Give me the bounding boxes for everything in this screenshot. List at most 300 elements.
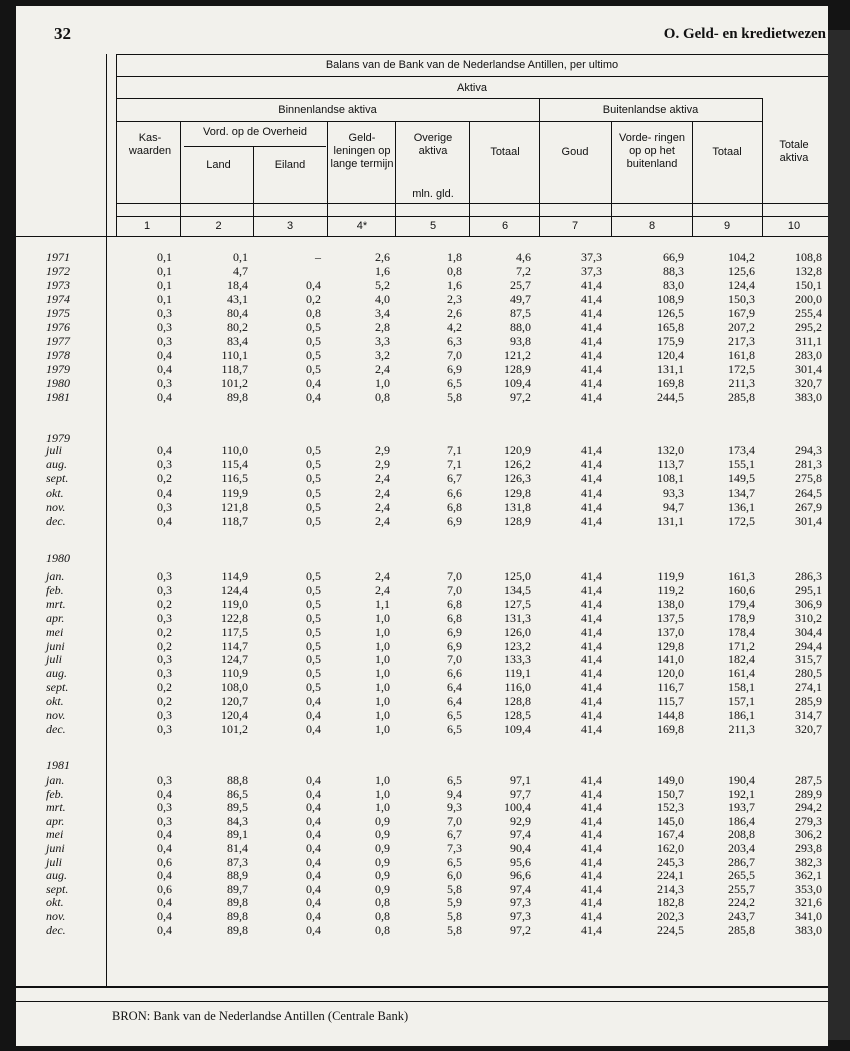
table-cell: 150,7 (657, 786, 684, 801)
row-label: feb. (46, 582, 64, 597)
table-row (16, 514, 828, 528)
table-cell: 1,0 (375, 666, 390, 681)
table-cell: 41,4 (581, 569, 602, 583)
table-cell: 0,4 (157, 514, 172, 528)
table-cell: 0,4 (157, 922, 172, 937)
table-cell: 0,5 (306, 638, 321, 653)
table-cell: 41,4 (581, 610, 602, 625)
table-cell: 133,3 (504, 652, 531, 667)
table-cell: 287,5 (795, 773, 822, 787)
table-cell: 7,0 (447, 813, 462, 828)
table-cell: 155,1 (728, 457, 755, 472)
table-cell: 274,1 (795, 680, 822, 695)
table-cell: 108,8 (795, 250, 822, 264)
table-row (16, 773, 828, 787)
table-cell: 0,3 (157, 306, 172, 320)
table-cell: 0,2 (157, 624, 172, 639)
table-cell: 320,7 (795, 721, 822, 736)
table-cell: 0,3 (157, 334, 172, 348)
table-cell: 137,0 (657, 624, 684, 639)
table-cell: 0,2 (157, 680, 172, 695)
table-cell: 41,4 (581, 624, 602, 639)
table-cell: 119,0 (221, 596, 248, 611)
row-label: 1977 (46, 334, 70, 348)
table-cell: 0,3 (157, 800, 172, 815)
rule (692, 121, 693, 236)
table-cell: 126,0 (504, 624, 531, 639)
table-cell: 136,1 (728, 499, 755, 514)
rule (16, 236, 828, 237)
table-cell: 1,1 (375, 596, 390, 611)
table-cell: 0,8 (306, 306, 321, 320)
table-row (16, 680, 828, 694)
table-cell: 178,4 (728, 624, 755, 639)
table-cell: 134,7 (728, 485, 755, 500)
col-header-totale-aktiva: Totale aktiva (779, 139, 809, 164)
table-cell: 128,9 (504, 514, 531, 528)
table-cell: 0,1 (233, 250, 248, 264)
table-cell: 6,8 (447, 610, 462, 625)
table-cell: 0,4 (157, 348, 172, 362)
row-label: 1973 (46, 278, 70, 292)
row-label: 1978 (46, 348, 70, 362)
table-cell: 0,4 (157, 827, 172, 842)
table-cell: 41,4 (581, 320, 602, 334)
table-cell: 2,4 (375, 514, 390, 528)
table-cell: 97,3 (510, 895, 531, 910)
col-number: 3 (286, 220, 294, 232)
table-cell: 104,2 (728, 250, 755, 264)
table-cell: 306,9 (795, 596, 822, 611)
table-cell: 87,5 (510, 306, 531, 320)
col-header-overige: Overige aktiva (413, 132, 453, 157)
table-cell: 97,2 (510, 390, 531, 404)
table-row (16, 841, 828, 855)
table-cell: 0,3 (157, 499, 172, 514)
row-label: nov. (46, 909, 66, 923)
col-header-goud: Goud (561, 146, 589, 158)
table-cell: 4,6 (516, 250, 531, 264)
table-row (16, 625, 828, 639)
table-cell: 0,9 (375, 813, 390, 828)
table-cell: 224,1 (657, 868, 684, 883)
row-label: juli (46, 652, 63, 667)
table-cell: 265,5 (728, 868, 755, 883)
table-cell: 41,4 (581, 485, 602, 500)
table-cell: 211,3 (728, 376, 755, 390)
table-cell: 192,1 (728, 786, 755, 801)
table-cell: 0,3 (157, 569, 172, 583)
table-cell: 41,4 (581, 909, 602, 923)
table-cell: 0,4 (306, 721, 321, 736)
col-number: 10 (787, 220, 801, 232)
table-cell: 0,8 (375, 390, 390, 404)
table-cell: 118,7 (221, 514, 248, 528)
table-cell: 301,4 (795, 362, 822, 376)
table-cell: 41,4 (581, 443, 602, 457)
rule (116, 203, 828, 204)
rule (116, 121, 762, 122)
table-cell: 3,3 (375, 334, 390, 348)
table-cell: 0,4 (306, 881, 321, 896)
table-cell: 0,5 (306, 514, 321, 528)
table-cell: 125,6 (728, 264, 755, 278)
table-cell: 193,7 (728, 800, 755, 815)
row-label: nov. (46, 708, 66, 722)
table-row (16, 292, 828, 306)
table-cell: 0,4 (157, 390, 172, 404)
table-cell: 7,1 (447, 443, 462, 457)
table-cell: 7,2 (516, 264, 531, 278)
table-cell: 285,9 (795, 694, 822, 709)
table-cell: 0,4 (306, 800, 321, 815)
table-cell: 6,7 (447, 471, 462, 486)
table-cell: 97,2 (510, 922, 531, 937)
source-note: BRON: Bank van de Nederlandse Antillen (Centrale Bank) (112, 1009, 409, 1023)
table-cell: 6,8 (447, 499, 462, 514)
table-cell: 172,5 (728, 362, 755, 376)
table-cell: 93,3 (663, 485, 684, 500)
table-cell: 116,5 (221, 471, 248, 486)
table-cell: 173,4 (728, 443, 755, 457)
table-row (16, 800, 828, 814)
table-cell: 160,6 (728, 582, 755, 597)
row-label: sept. (46, 881, 69, 896)
table-cell: 0,2 (157, 596, 172, 611)
table-cell: 6,5 (447, 721, 462, 736)
table-row (16, 827, 828, 841)
row-label: 1979 (46, 431, 70, 445)
table-row (16, 882, 828, 896)
rule (116, 98, 762, 99)
table-cell: 116,7 (657, 680, 684, 695)
table-row (16, 443, 828, 457)
table-cell: 5,9 (447, 895, 462, 910)
table-cell: 41,4 (581, 499, 602, 514)
table-cell: 41,4 (581, 868, 602, 883)
rule (395, 121, 396, 236)
col-number: 8 (648, 220, 656, 232)
table-cell: 0,4 (306, 390, 321, 404)
vord-overheid-header: Vord. op de Overheid (203, 126, 307, 138)
row-label: jan. (46, 569, 65, 583)
table-row (16, 652, 828, 666)
row-label: okt. (46, 485, 64, 500)
table-cell: 1,0 (375, 680, 390, 695)
table-cell: 0,5 (306, 334, 321, 348)
table-cell: 2,4 (375, 499, 390, 514)
table-cell: 186,4 (728, 813, 755, 828)
table-row (16, 895, 828, 909)
table-cell: 41,4 (581, 854, 602, 869)
table-cell: 128,5 (504, 708, 531, 722)
table-cell: 169,8 (657, 376, 684, 390)
table-cell: 2,4 (375, 582, 390, 597)
table-cell: 131,3 (504, 610, 531, 625)
row-label: 1980 (46, 551, 70, 565)
table-cell: 2,9 (375, 457, 390, 472)
table-cell: 0,5 (306, 443, 321, 457)
table-cell: 110,1 (221, 348, 248, 362)
table-cell: 97,4 (510, 881, 531, 896)
table-cell: 0,3 (157, 457, 172, 472)
table-row (16, 814, 828, 828)
table-cell: 0,4 (306, 922, 321, 937)
table-cell: 208,8 (728, 827, 755, 842)
table-cell: 138,0 (657, 596, 684, 611)
table-cell: 2,8 (375, 320, 390, 334)
table-cell: 124,4 (221, 582, 248, 597)
table-cell: 120,4 (221, 708, 248, 722)
table-cell: 167,4 (657, 827, 684, 842)
row-label: juni (46, 841, 65, 855)
table-cell: 2,4 (375, 362, 390, 376)
table-cell: 41,4 (581, 514, 602, 528)
table-cell: 207,2 (728, 320, 755, 334)
table-cell: 109,4 (504, 376, 531, 390)
table-cell: 341,0 (795, 909, 822, 923)
table-cell: 275,8 (795, 471, 822, 486)
table-cell: 6,5 (447, 773, 462, 787)
table-cell: 5,2 (375, 278, 390, 292)
table-cell: 127,5 (504, 596, 531, 611)
table-row (16, 306, 828, 320)
table-cell: 89,7 (227, 881, 248, 896)
rule (327, 121, 328, 236)
table-cell: 161,8 (728, 348, 755, 362)
table-cell: 0,5 (306, 569, 321, 583)
table-cell: 0,9 (375, 868, 390, 883)
table-cell: 126,5 (657, 306, 684, 320)
table-cell: 0,3 (157, 610, 172, 625)
rule (539, 98, 540, 236)
rule (116, 54, 828, 55)
table-cell: 97,1 (510, 773, 531, 787)
table-cell: 0,5 (306, 471, 321, 486)
page-edge (828, 30, 850, 1040)
table-cell: 0,8 (375, 909, 390, 923)
table-cell: 83,0 (663, 278, 684, 292)
table-cell: 109,4 (504, 721, 531, 736)
table-cell: 0,1 (157, 292, 172, 306)
table-cell: 41,4 (581, 390, 602, 404)
col-number: 6 (501, 220, 509, 232)
table-cell: 0,5 (306, 320, 321, 334)
row-label: juli (46, 443, 63, 457)
table-cell: 224,2 (728, 895, 755, 910)
table-cell: 150,1 (795, 278, 822, 292)
table-cell: 101,2 (221, 376, 248, 390)
table-cell: 0,3 (157, 708, 172, 722)
table-cell: 1,6 (447, 278, 462, 292)
table-cell: 6,5 (447, 376, 462, 390)
table-cell: 92,9 (510, 813, 531, 828)
table-cell: 84,3 (227, 813, 248, 828)
rule (253, 146, 254, 236)
rule (469, 121, 470, 236)
table-row (16, 787, 828, 801)
table-row (16, 500, 828, 514)
table-cell: 119,9 (657, 569, 684, 583)
row-label: mrt. (46, 800, 66, 815)
table-cell: 80,4 (227, 306, 248, 320)
table-cell: 255,4 (795, 306, 822, 320)
table-cell: 88,9 (227, 868, 248, 883)
table-row (16, 278, 828, 292)
table-cell: 41,4 (581, 786, 602, 801)
table-row (16, 868, 828, 882)
table-cell: 125,0 (504, 569, 531, 583)
table-cell: 83,4 (227, 334, 248, 348)
table-cell: 41,4 (581, 708, 602, 722)
table-cell: 90,4 (510, 841, 531, 855)
table-cell: 41,4 (581, 680, 602, 695)
table-cell: 113,7 (657, 457, 684, 472)
table-cell: 95,6 (510, 854, 531, 869)
table-cell: 132,0 (657, 443, 684, 457)
table-cell: 108,9 (657, 292, 684, 306)
table-cell: 178,9 (728, 610, 755, 625)
table-cell: 7,0 (447, 348, 462, 362)
table-cell: 116,0 (504, 680, 531, 695)
table-cell: 87,3 (227, 854, 248, 869)
rule (116, 54, 117, 236)
table-cell: 124,4 (728, 278, 755, 292)
table-title: Balans van de Bank van de Nederlandse Antillen, per ultimo (325, 59, 619, 71)
table-cell: 1,0 (375, 721, 390, 736)
table-cell: 41,4 (581, 841, 602, 855)
table-cell: 4,0 (375, 292, 390, 306)
table-cell: 120,7 (221, 694, 248, 709)
table-cell: 5,8 (447, 881, 462, 896)
table-cell: 0,5 (306, 362, 321, 376)
row-label: mei (46, 827, 64, 842)
table-cell: 0,1 (157, 250, 172, 264)
table-cell: 175,9 (657, 334, 684, 348)
rule (184, 146, 326, 147)
row-label: 1972 (46, 264, 70, 278)
table-cell: 108,0 (221, 680, 248, 695)
table-cell: 120,0 (657, 666, 684, 681)
col-header-vorderingen: Vorde- ringen op op het buitenland (618, 132, 686, 170)
table-cell: 131,8 (504, 499, 531, 514)
row-label: 1981 (46, 390, 70, 404)
row-label: mrt. (46, 596, 66, 611)
table-cell: 202,3 (657, 909, 684, 923)
table-cell: 286,7 (728, 854, 755, 869)
table-cell: 321,6 (795, 895, 822, 910)
row-label: aug. (46, 666, 67, 681)
table-cell: 94,7 (663, 499, 684, 514)
table-cell: 0,4 (306, 909, 321, 923)
table-cell: 293,8 (795, 841, 822, 855)
table-cell: 41,4 (581, 666, 602, 681)
table-cell: 41,4 (581, 348, 602, 362)
table-cell: 315,7 (795, 652, 822, 667)
table-cell: 0,5 (306, 582, 321, 597)
table-cell: 6,7 (447, 827, 462, 842)
table-cell: 2,6 (447, 306, 462, 320)
table-cell: 362,1 (795, 868, 822, 883)
table-cell: 304,4 (795, 624, 822, 639)
table-cell: 9,4 (447, 786, 462, 801)
table-cell: 132,8 (795, 264, 822, 278)
row-label: aug. (46, 457, 67, 472)
table-cell: 7,3 (447, 841, 462, 855)
table-cell: 89,8 (227, 909, 248, 923)
table-cell: 0,3 (157, 721, 172, 736)
table-cell: 1,8 (447, 250, 462, 264)
table-cell: 6,5 (447, 854, 462, 869)
table-cell: 114,7 (221, 638, 248, 653)
table-cell: 281,3 (795, 457, 822, 472)
table-cell: 0,1 (157, 278, 172, 292)
col-header-kas: Kas- waarden (128, 132, 172, 157)
table-cell: 294,4 (795, 638, 822, 653)
table-cell: 0,1 (157, 264, 172, 278)
table-cell: 41,4 (581, 471, 602, 486)
table-row (16, 348, 828, 362)
row-label: 1974 (46, 292, 70, 306)
table-cell: 311,1 (795, 334, 822, 348)
table-cell: 121,2 (504, 348, 531, 362)
table-cell: 310,2 (795, 610, 822, 625)
table-cell: 158,1 (728, 680, 755, 695)
table-cell: 37,3 (581, 250, 602, 264)
table-cell: 157,1 (728, 694, 755, 709)
table-cell: 80,2 (227, 320, 248, 334)
row-label: nov. (46, 499, 66, 514)
document-page (16, 6, 828, 1046)
table-row (16, 855, 828, 869)
col-header-totaal-buiten: Totaal (712, 146, 742, 158)
table-cell: 0,4 (306, 773, 321, 787)
table-cell: 117,5 (221, 624, 248, 639)
table-cell: 101,2 (221, 721, 248, 736)
table-cell: 211,3 (728, 721, 755, 736)
table-cell: 41,4 (581, 721, 602, 736)
table-cell: 6,9 (447, 624, 462, 639)
table-cell: 0,3 (157, 582, 172, 597)
table-cell: 25,7 (510, 278, 531, 292)
col-header-totaal-binnen: Totaal (490, 146, 520, 158)
table-cell: 245,3 (657, 854, 684, 869)
table-cell: 165,8 (657, 320, 684, 334)
table-cell: 0,4 (306, 786, 321, 801)
table-cell: 182,8 (657, 895, 684, 910)
table-row (16, 376, 828, 390)
table-cell: 5,8 (447, 390, 462, 404)
table-cell: 0,2 (157, 694, 172, 709)
table-cell: 353,0 (795, 881, 822, 896)
rule (116, 216, 828, 217)
table-cell: 294,2 (795, 800, 822, 815)
table-cell: 6,9 (447, 638, 462, 653)
table-cell: 88,3 (663, 264, 684, 278)
table-cell: 7,0 (447, 569, 462, 583)
table-cell: 0,5 (306, 680, 321, 695)
table-row (16, 486, 828, 500)
row-label: dec. (46, 514, 66, 528)
table-cell: 1,0 (375, 800, 390, 815)
table-cell: 120,4 (657, 348, 684, 362)
table-cell: 382,3 (795, 854, 822, 869)
table-cell: 89,8 (227, 390, 248, 404)
col-number: 9 (723, 220, 731, 232)
table-row (16, 597, 828, 611)
table-cell: 217,3 (728, 334, 755, 348)
table-cell: 161,4 (728, 666, 755, 681)
